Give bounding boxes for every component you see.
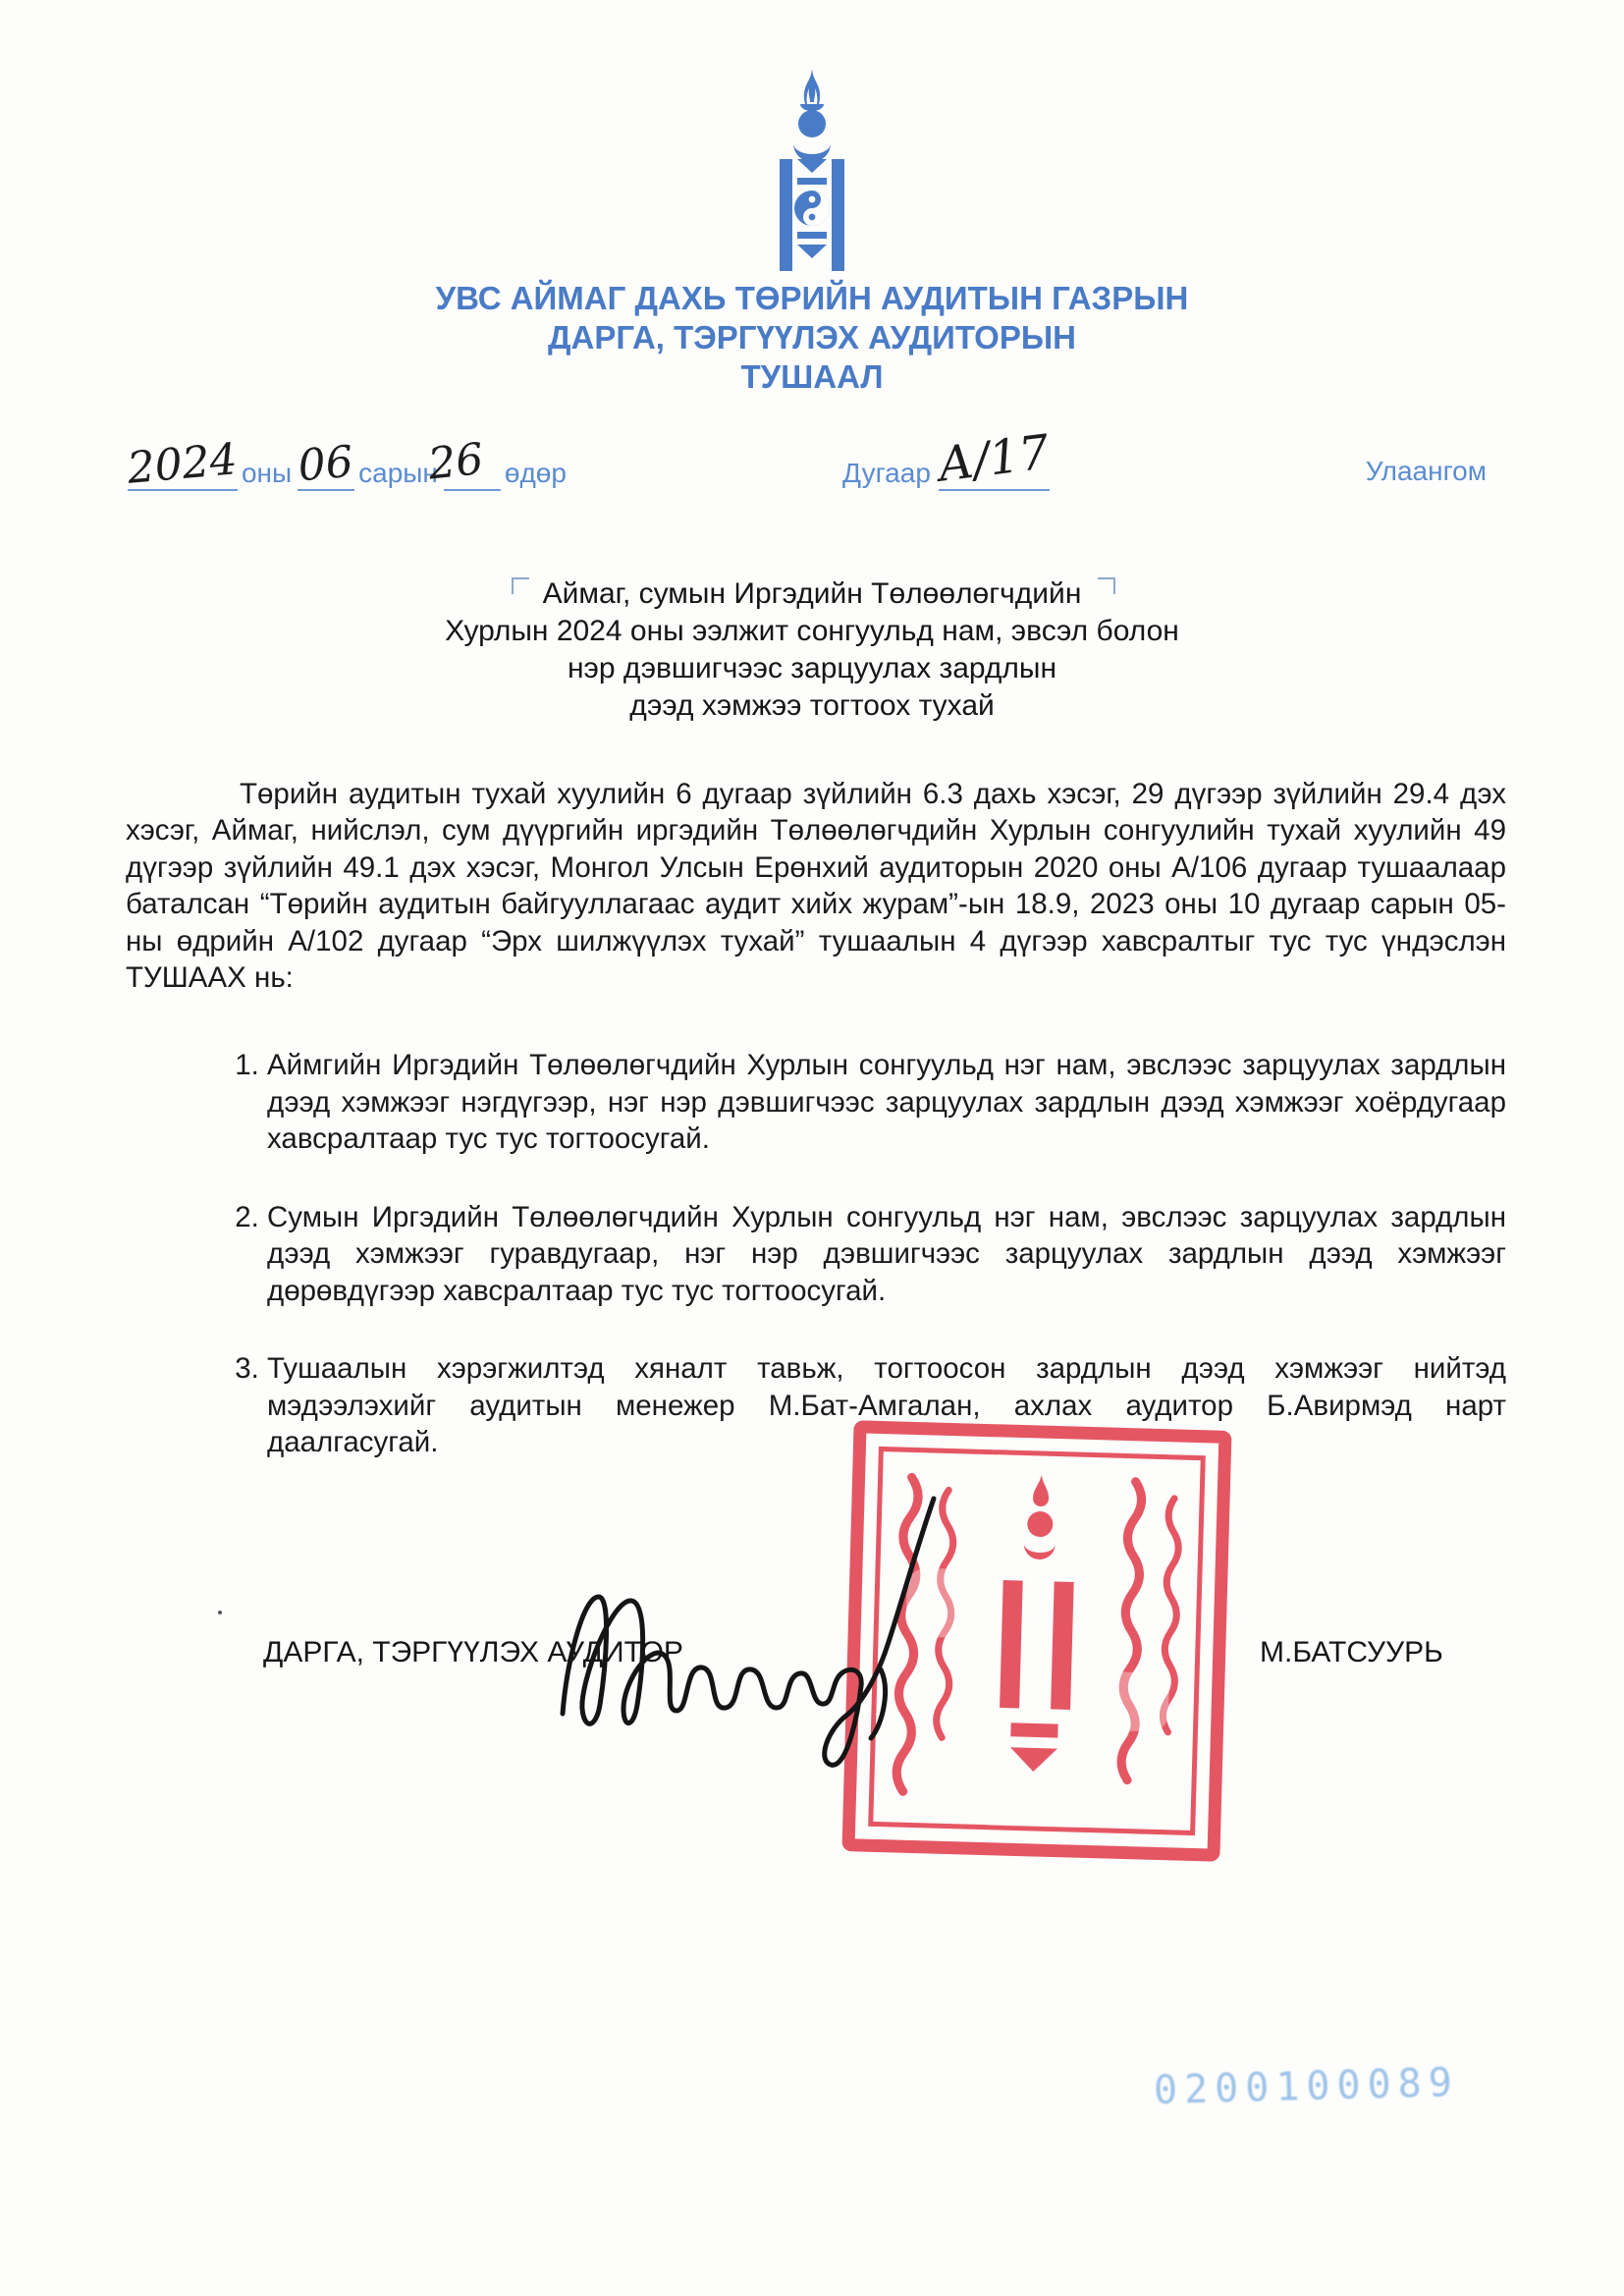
stray-mark <box>218 1611 222 1614</box>
doc-number-label: Дугаар <box>842 458 931 488</box>
signature-icon <box>535 1473 967 1807</box>
order-item-1: 1. Аймгийн Иргэдийн Төлөөлөгчдийн Хурлын сонгуульд нэг нам, эвслээс зарцуулах зардлын дээд хэмжээг нэгдүгээр, нэг нэр дэвшигчээс зарцуулах зардлын дээд хэмжээг хоёрдугаар хавсралтаар тус тус тогтоосугай. <box>267 1047 1506 1158</box>
date-month-label: сарын <box>358 458 438 488</box>
handwritten-doc-number: А/17 <box>934 424 1053 493</box>
doc-type: ТУШААЛ <box>740 358 884 395</box>
order-item-2: 2. Сумын Иргэдийн Төлөөлөгчдийн Хурлын сонгуульд нэг нам, эвслээс зарцуулах зардлын дээд хэмжээг гуравдугаар, нэг нэр дэвшигчээс зарцуулах зардлын дээд хэмжээг дөрөвдүгээр хавсралтаар тус тус тогтоосугай. <box>267 1199 1506 1310</box>
title-line3: нэр дэвшигчээс зарцуулах зардлын <box>567 652 1057 684</box>
date-day-slot <box>425 433 501 491</box>
signer-name: М.БАТСУУРЬ <box>1260 1636 1443 1668</box>
date-row <box>0 424 1624 497</box>
doc-number <box>842 424 1053 493</box>
handwritten-day: 26 <box>425 433 486 490</box>
city-label: Улаангом <box>1365 456 1487 486</box>
date-day-label: өдөр <box>504 458 567 488</box>
title-line4: дээд хэмжээ тогтоох тухай <box>629 689 995 722</box>
handwritten-month: 06 <box>296 436 355 492</box>
org-header-line1: УВС АЙМАГ ДАХЬ ТӨРИЙН АУДИТЫН ГАЗРЫН <box>435 280 1189 316</box>
order-item-3: 3. Тушаалын хэрэгжилтэд хяналт тавьж, тогтоосон зардлын дээд хэмжээг нийтэд мэдээлэхийг аудитын менежер М.Бат-Амгалан, ахлах аудитор Б.Авирмэд нарт даалгасугай. <box>267 1350 1506 1461</box>
date-year-label: оны <box>241 458 293 488</box>
serial-number-stamp: 0200100089 <box>1153 2059 1460 2114</box>
signer-title: ДАРГА, ТЭРГҮҮЛЭХ АУДИТОР <box>263 1636 683 1668</box>
date-left <box>125 433 572 494</box>
org-header-line2: ДАРГА, ТЭРГҮҮЛЭХ АУДИТОРЫН <box>547 319 1076 355</box>
preamble-paragraph: Төрийн аудитын тухай хуулийн 6 дугаар зүйлийн 6.3 дахь хэсэг, 29 дүгээр зүйлийн 29.4 дэх хэсэг, Аймаг, нийслэл, сум дүүргийн иргэдийн Төлөөлөгчдийн Хурлын сонгуулийн тухай хуулийн 49 дүгээр зүйлийн 49.1 дэх хэсэг, Монгол Улсын Ерөнхий аудиторын 2020 оны А/106 дугаар тушаалаар баталсан “Төрийн аудитын байгууллагаас аудит хийх журам”-ын 18.9, 2023 оны 10 дугаар сарын 05-ны өдрийн А/102 дугаар “Эрх шилжүүлэх тухай” тушаалын 4 дүгээр хавсралтыг тус тус үндэслэн ТУШААХ нь: <box>126 777 1506 994</box>
handwritten-year: 2024 <box>125 434 240 494</box>
doc-number-slot <box>934 424 1053 493</box>
title-line2: Хурлын 2024 оны ээлжит сонгуульд нам, эвсэл болон <box>445 615 1179 647</box>
document-title <box>0 575 1624 725</box>
soyombo-emblem-icon <box>765 65 859 271</box>
date-year-slot <box>125 434 240 494</box>
org-header <box>0 279 1624 397</box>
title-line1: Аймаг, сумын Иргэдийн Төлөөлөгчдийн <box>542 577 1082 610</box>
date-month-slot <box>296 436 355 492</box>
